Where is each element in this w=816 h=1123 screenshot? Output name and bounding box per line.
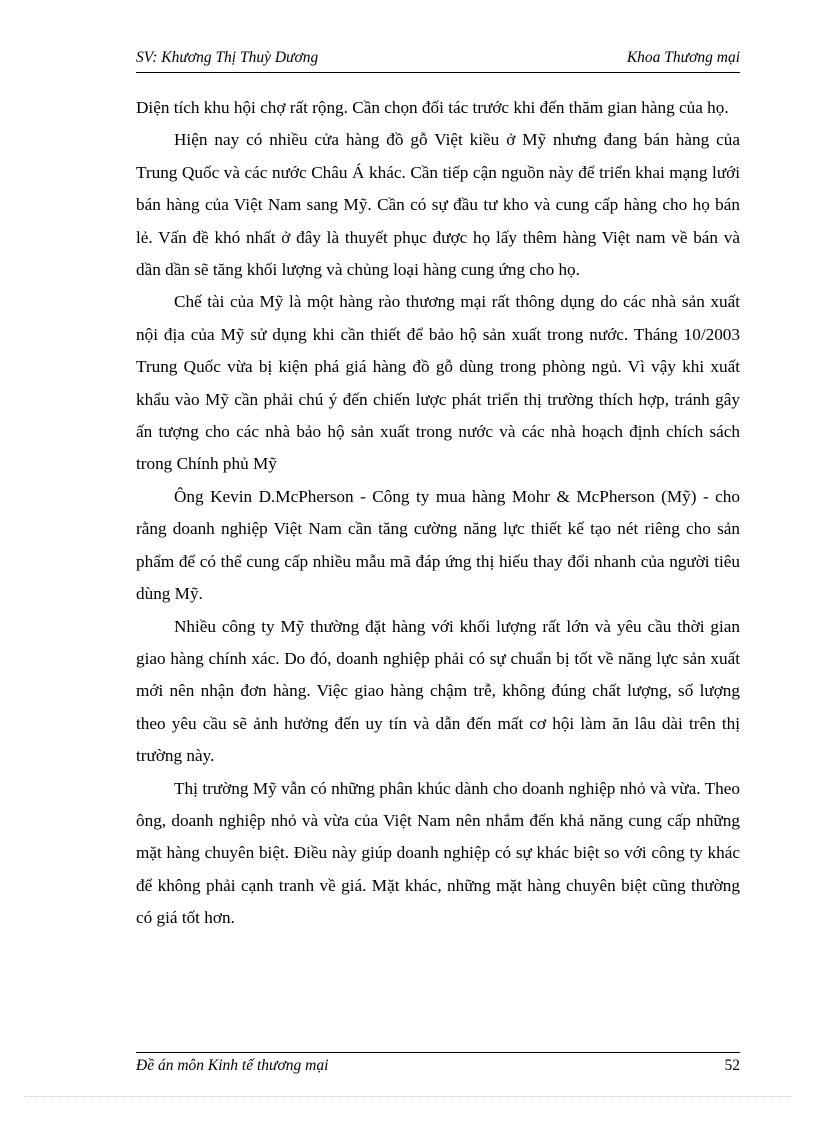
paragraph: Diện tích khu hội chợ rất rộng. Cần chọn đối tác trước khi đến thăm gian hàng của họ. <box>136 98 729 117</box>
page-footer <box>136 1052 740 1077</box>
paragraph: Nhiều công ty Mỹ thường đặt hàng với khối lượng rất lớn và yêu cầu thời gian giao hàng chính xác. Do đó, doanh nghiệp phải có sự chuẩn bị tốt về năng lực sản xuất mới nên nhận đơn hàng. Việc giao hàng chậm trễ, không đúng chất lượng, số lượng theo yêu cầu sẽ ảnh hưởng đến uy tín và dẫn đến mất cơ hội làm ăn lâu dài trên thị trường này. <box>136 616 740 766</box>
header-author: SV: Khương Thị Thuỳ Dương <box>136 49 319 66</box>
footer-title: Đề án môn Kinh tế thương mại <box>136 1057 329 1074</box>
paragraph: Chế tài của Mỹ là một hàng rào thương mại rất thông dụng do các nhà sản xuất nội địa của Mỹ sử dụng khi cần thiết để bảo hộ sản xuất trong nước. Tháng 10/2003 Trung Quốc vừa bị kiện phá giá hàng đồ gỗ dùng trong phòng ngủ. Vì vậy khi xuất khẩu vào Mỹ cần phải chú ý đến chiến lược phát triển thị trường thích hợp, tránh gây ấn tượng cho các nhà bảo hộ sản xuất trong nước và các nhà hoạch định chích sách trong Chính phủ Mỹ <box>136 292 740 474</box>
paragraph: Ông Kevin D.McPherson - Công ty mua hàng Mohr & McPherson (Mỹ) - cho rằng doanh nghiệp Việt Nam cần tăng cường năng lực thiết kế tạo nét riêng cho sản phẩm để có thể cung cấp nhiều mẫu mã đáp ứng thị hiếu thay đổi nhanh của người tiêu dùng Mỹ. <box>136 486 740 604</box>
document-body <box>136 92 740 935</box>
paragraph: Thị trường Mỹ vẫn có những phân khúc dành cho doanh nghiệp nhỏ và vừa. Theo ông, doanh nghiệp nhỏ và vừa của Việt Nam nên nhắm đến khả năng cung cấp những mặt hàng chuyên biệt. Điều này giúp doanh nghiệp có sự khác biệt so với công ty khác để không phải cạnh tranh về giá. Mặt khác, những mặt hàng chuyên biệt cũng thường có giá tốt hơn. <box>136 778 740 928</box>
paragraph: Hiện nay có nhiều cửa hàng đồ gỗ Việt kiều ở Mỹ nhưng đang bán hàng của Trung Quốc và các nước Châu Á khác. Cần tiếp cận nguồn này để triển khai mạng lưới bán hàng của Việt Nam sang Mỹ. Cần có sự đầu tư kho và cung cấp hàng cho họ bán lẻ. Vấn đề khó nhất ở đây là thuyết phục được họ lấy thêm hàng Việt nam về bán và dần dần sẽ tăng khối lượng và chủng loại hàng cung ứng cho họ. <box>136 130 740 280</box>
page-header <box>136 48 740 73</box>
page-number: 52 <box>724 1057 740 1074</box>
page-bottom-divider <box>24 1096 792 1097</box>
header-department: Khoa Thương mại <box>626 49 740 66</box>
